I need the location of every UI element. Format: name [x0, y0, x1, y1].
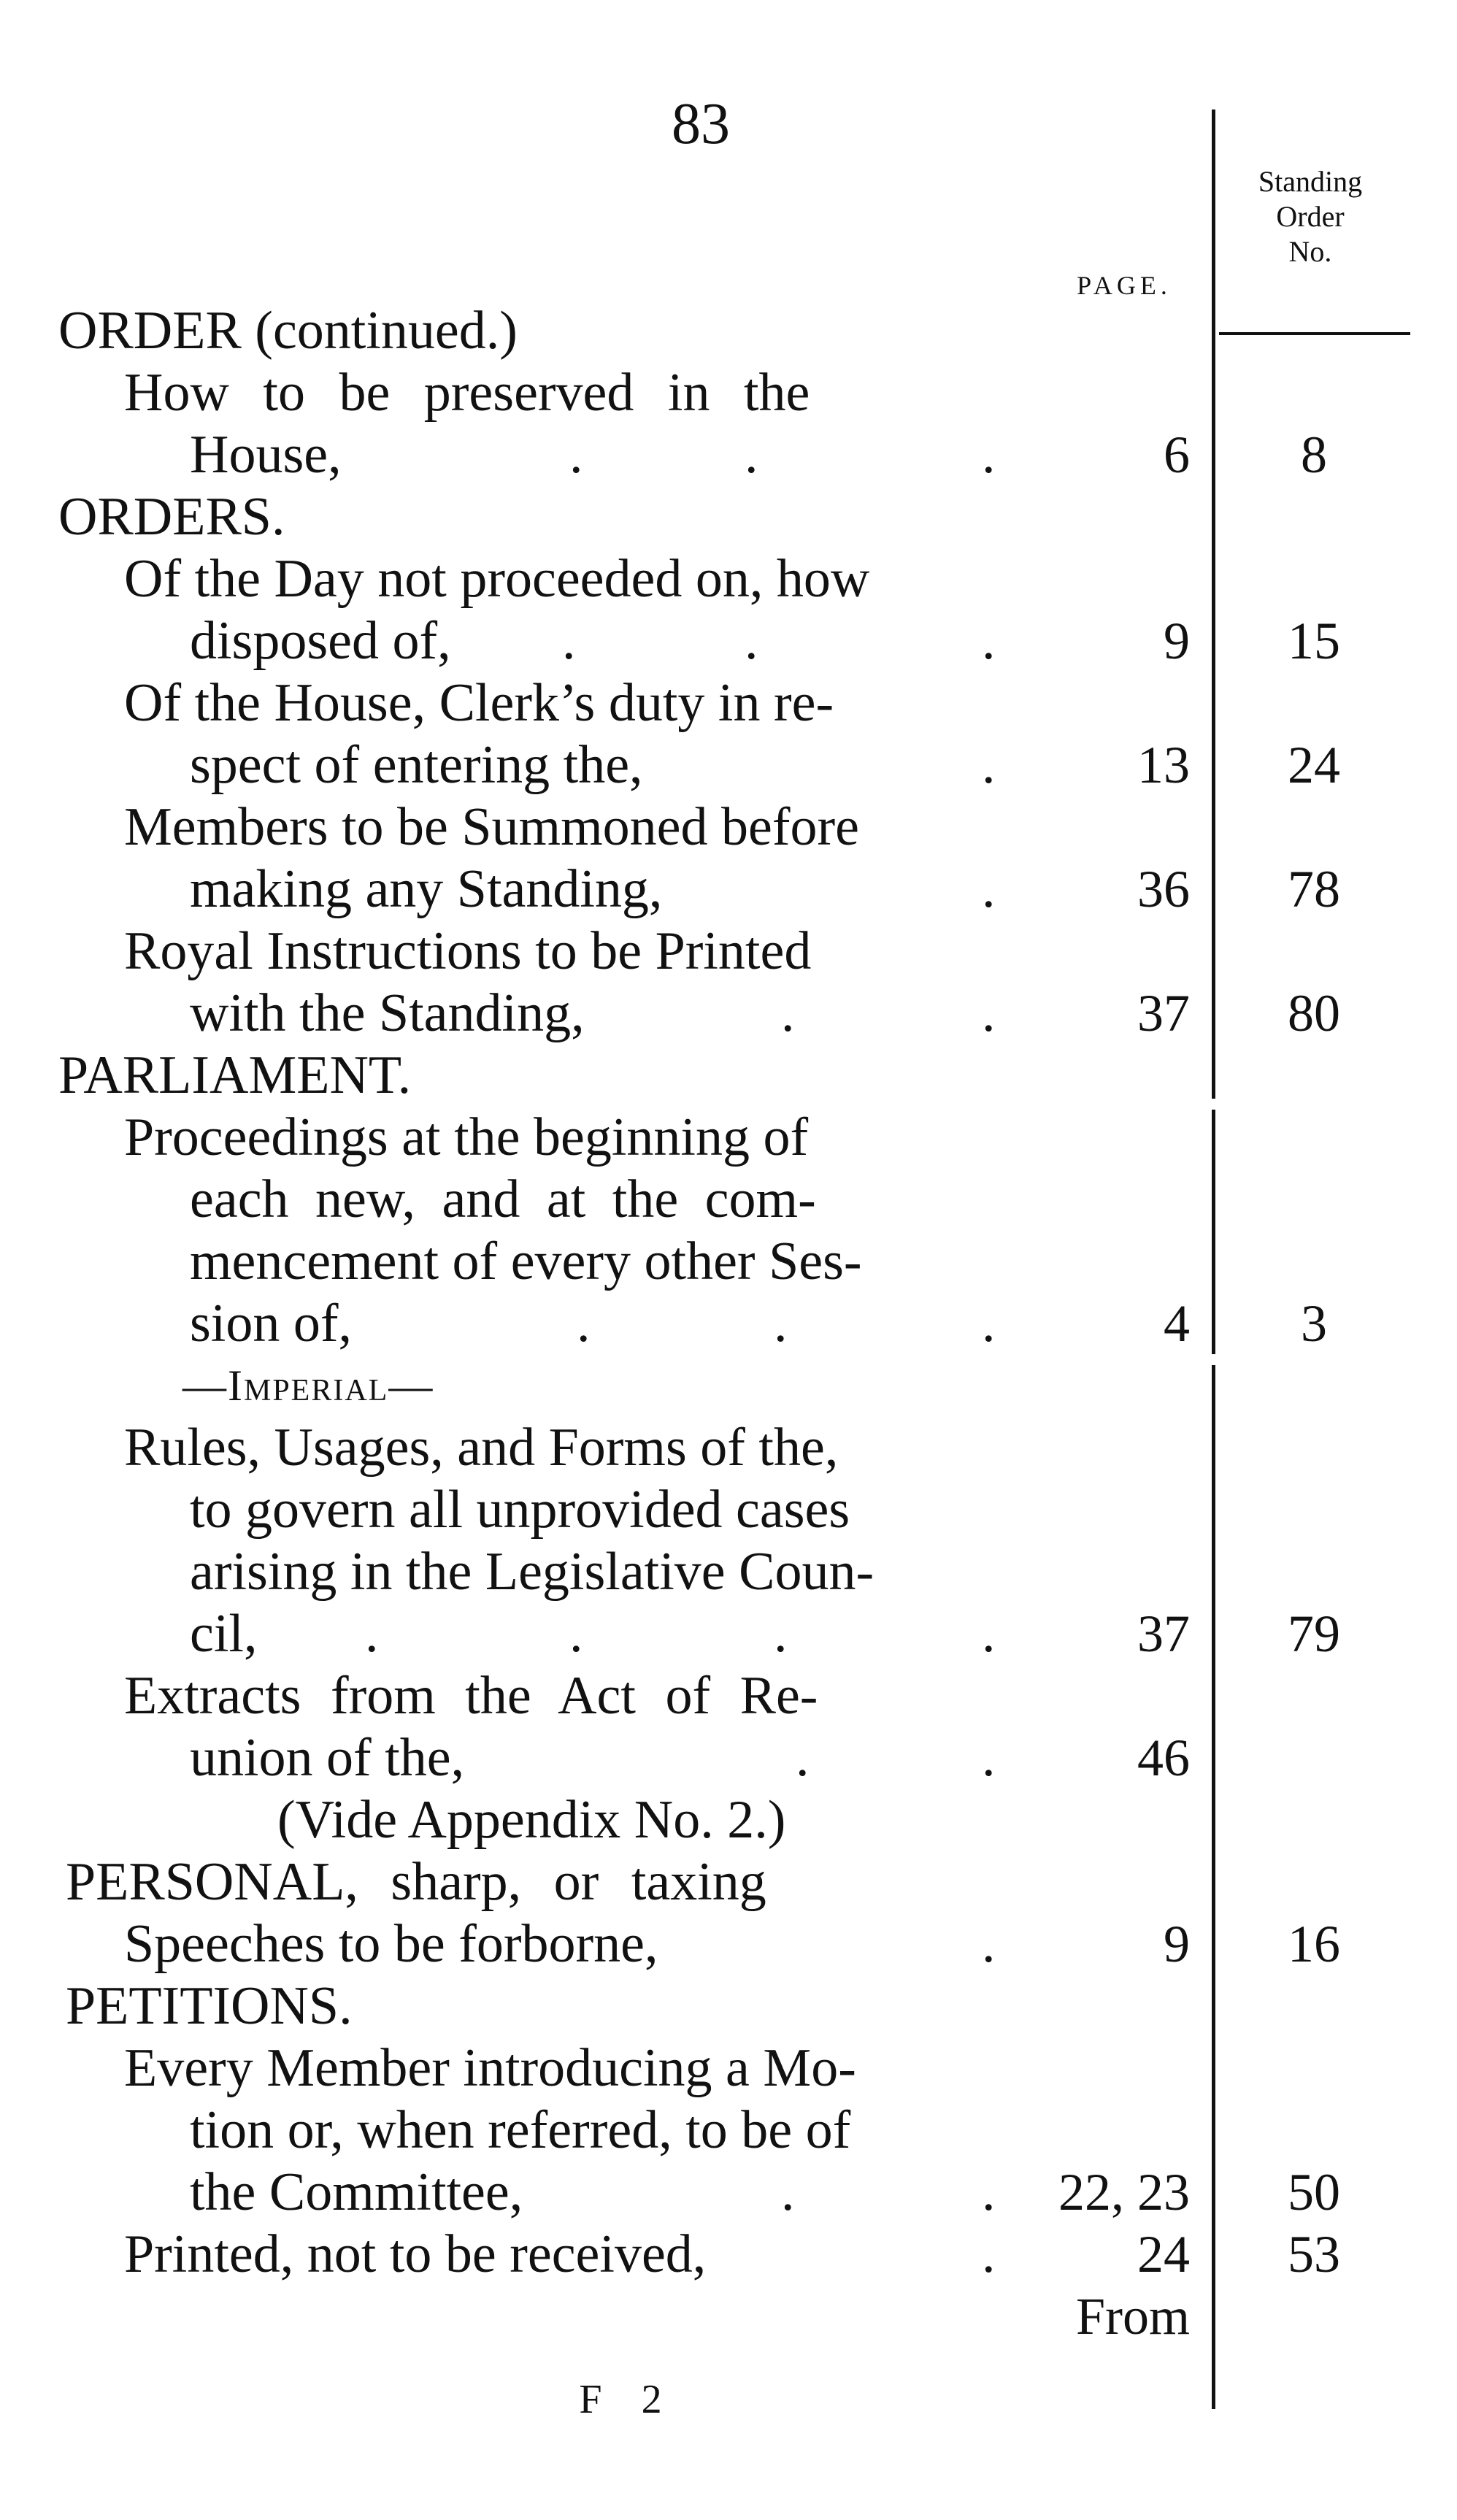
- leader-dot: .: [982, 1914, 996, 1974]
- leader-dot: .: [982, 1294, 996, 1353]
- leader-dot: .: [781, 2162, 795, 2222]
- leader-dot: .: [562, 611, 576, 671]
- standing-order-ref: 8: [1301, 426, 1327, 484]
- page-ref: 37: [1137, 1605, 1190, 1663]
- index-entry: Printed, not to be received,: [124, 2224, 707, 2284]
- page-ref: 13: [1137, 736, 1190, 794]
- index-entry: Of the Day not proceeded on, how: [124, 549, 870, 609]
- page-ref: 9: [1164, 1915, 1190, 1973]
- leader-dot: .: [982, 1728, 996, 1788]
- page-ref: 4: [1164, 1294, 1190, 1353]
- index-entry: mencement of every other Ses-: [190, 1232, 862, 1291]
- leader-dot: .: [781, 983, 795, 1043]
- standing-order-header-line: Standing: [1258, 165, 1363, 198]
- index-entry: Speeches to be forborne,: [124, 1914, 658, 1974]
- page-ref: 9: [1164, 612, 1190, 670]
- standing-order-column-header: [1212, 164, 1409, 269]
- index-entry: the Committee,: [190, 2162, 523, 2222]
- leader-dot: .: [796, 1728, 810, 1788]
- index-entry: Of the House, Clerk’s duty in re-: [124, 673, 834, 733]
- standing-order-ref: 80: [1288, 984, 1340, 1042]
- index-entry: Royal Instructions to be Printed: [124, 921, 812, 981]
- index-entry: Rules, Usages, and Forms of the,: [124, 1418, 839, 1478]
- index-heading: PARLIAMENT.: [58, 1045, 412, 1105]
- index-heading: PETITIONS.: [66, 1976, 353, 2036]
- page-number: 83: [672, 92, 730, 156]
- leader-dot: .: [745, 425, 758, 485]
- standing-order-ref: 3: [1301, 1294, 1327, 1353]
- index-entry: spect of entering the,: [190, 735, 643, 795]
- standing-order-ref: 24: [1288, 736, 1340, 794]
- header-rule: [1219, 332, 1410, 335]
- signature-mark: F 2: [579, 2377, 677, 2422]
- index-entry: Extracts from the Act of Re-: [124, 1666, 818, 1726]
- page-ref: 36: [1137, 860, 1190, 918]
- standing-order-header-line: Order: [1276, 200, 1345, 233]
- index-subheading: —Imperial—: [182, 1361, 434, 1410]
- index-entry: cil,: [190, 1604, 258, 1664]
- leader-dot: .: [774, 1604, 788, 1664]
- leader-dot: .: [745, 611, 758, 671]
- leader-dot: .: [982, 859, 996, 919]
- index-entry: House,: [190, 425, 342, 485]
- standing-order-ref: 53: [1288, 2225, 1340, 2283]
- index-entry: Members to be Summoned before: [124, 797, 859, 857]
- catchword: From: [1075, 2287, 1190, 2346]
- page-ref: 24: [1137, 2225, 1190, 2283]
- index-entry: tion or, when referred, to be of: [190, 2100, 851, 2160]
- page-ref: 46: [1137, 1729, 1190, 1787]
- index-entry: How to be preserved in the: [124, 363, 810, 423]
- page-ref: 6: [1164, 426, 1190, 484]
- page-column-header: PAGE.: [1077, 271, 1172, 300]
- index-entry: each new, and at the com-: [190, 1169, 816, 1229]
- index-entry: disposed of,: [190, 611, 451, 671]
- index-note: (Vide Appendix No. 2.): [277, 1790, 786, 1850]
- index-entry: with the Standing,: [190, 983, 585, 1043]
- index-heading: ORDERS.: [58, 487, 285, 547]
- leader-dot: .: [569, 425, 583, 485]
- index-entry: making any Standing,: [190, 859, 663, 919]
- index-entry: Proceedings at the beginning of: [124, 1107, 809, 1167]
- column-rule: [1212, 110, 1215, 1099]
- leader-dot: .: [982, 611, 996, 671]
- leader-dot: .: [569, 1604, 583, 1664]
- page-ref: 37: [1137, 984, 1190, 1042]
- index-heading: ORDER (continued.): [58, 301, 518, 361]
- leader-dot: .: [982, 735, 996, 795]
- column-rule: [1212, 1365, 1215, 2409]
- standing-order-ref: 50: [1288, 2163, 1340, 2221]
- leader-dot: .: [365, 1604, 379, 1664]
- index-entry: sion of,: [190, 1294, 352, 1353]
- leader-dot: .: [982, 2162, 996, 2222]
- standing-order-ref: 15: [1288, 612, 1340, 670]
- leader-dot: .: [982, 1604, 996, 1664]
- index-entry: to govern all unprovided cases: [190, 1480, 850, 1540]
- leader-dot: .: [982, 425, 996, 485]
- index-entry: arising in the Legislative Coun-: [190, 1542, 874, 1602]
- leader-dot: .: [982, 983, 996, 1043]
- standing-order-header-line: No.: [1288, 235, 1332, 268]
- index-entry: union of the,: [190, 1728, 465, 1788]
- index-entry: Every Member introducing a Mo-: [124, 2038, 856, 2098]
- leader-dot: .: [774, 1294, 788, 1353]
- standing-order-ref: 78: [1288, 860, 1340, 918]
- page-ref: 22, 23: [1058, 2163, 1190, 2221]
- leader-dot: .: [577, 1294, 591, 1353]
- standing-order-ref: 79: [1288, 1605, 1340, 1663]
- standing-order-ref: 16: [1288, 1915, 1340, 1973]
- column-rule: [1212, 1110, 1215, 1354]
- leader-dot: .: [982, 2224, 996, 2284]
- index-heading: PERSONAL, sharp, or taxing: [66, 1852, 766, 1912]
